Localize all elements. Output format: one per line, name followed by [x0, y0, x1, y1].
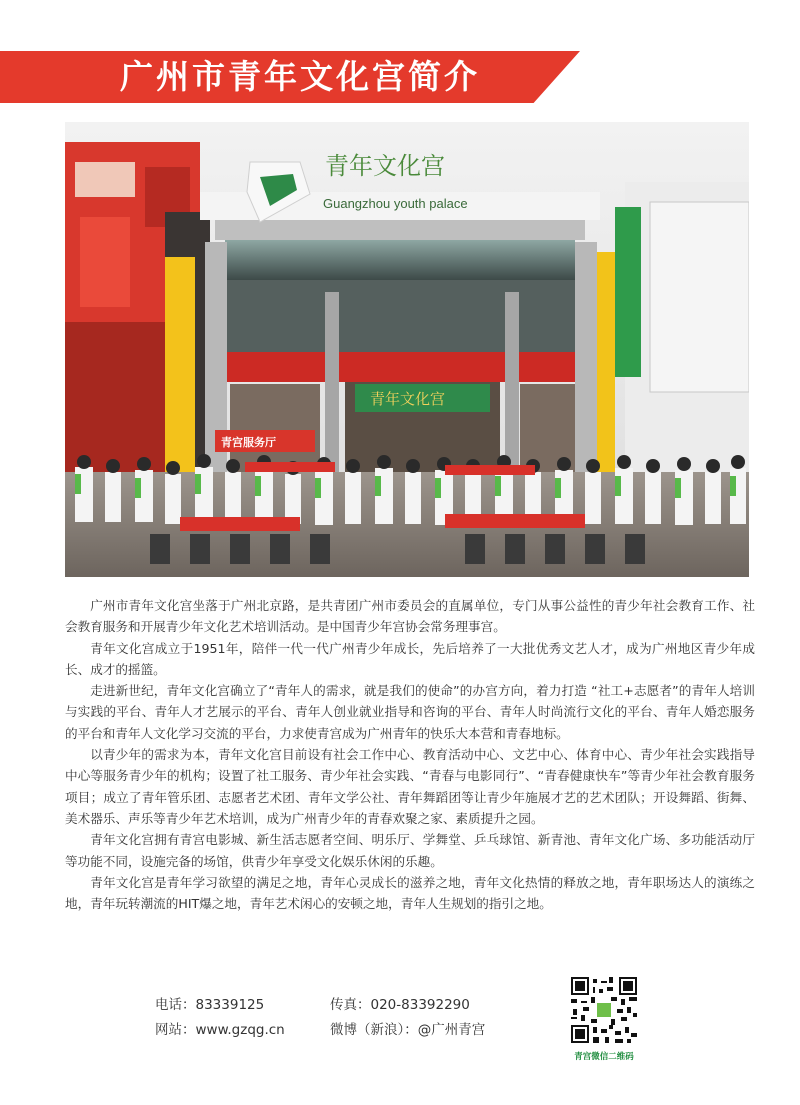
phone-text: 电话：83339125 [155, 997, 265, 1013]
paragraph: 青年文化宫拥有青宫电影城、新生活志愿者空间、明乐厅、学舞堂、乒乓球馆、新青池、青年文化广场、多功能活动厅等功能不同，设施完备的场馆，供青少年享受文化娱乐休闲的乐趣。 [65, 832, 755, 869]
sign-english: Guangzhou youth palace [323, 196, 468, 211]
paragraph: 广州市青年文化宫坐落于广州北京路，是共青团广州市委员会的直属单位，专门从事公益性的青少年社会教育工作、社会教育服务和开展青少年文化艺术培训活动。是中国青少年宫协会常务理事宫。 [65, 598, 755, 635]
page-title: 广州市青年文化宫简介 [120, 57, 480, 96]
qr-code-icon [571, 977, 637, 1043]
paragraph: 走进新世纪，青年文化宫确立了“青年人的需求，就是我们的使命”的办宫方向，着力打造 “社工+志愿者”的青年人培训与实践的平台、青年人才艺展示的平台、青年人创业就业指导和咨询的平台、青年人时尚流行文化的平台、青年人婚恋服务的平台和青年人文化学习交流的平台，力求使青宫成为广州青年的快乐大本营和青春地标。 [65, 683, 755, 741]
intro-article [65, 595, 755, 914]
paragraph: 以青少年的需求为本，青年文化宫目前设有社会工作中心、教育活动中心、文艺中心、体育中心、青少年社会实践指导中心等服务青少年的机构；设置了社工服务、青少年社会实践、“青春与电影同行”、“青春健康快车”等青少年社会教育服务项目；成立了青年管乐团、志愿者艺术团、青年文学公社、青年舞蹈团等让青少年施展才艺的艺术团队；开设舞蹈、街舞、美术器乐、声乐等青少年艺术培训，成为广州青少年的青春欢聚之家、素质提升之园。 [65, 747, 755, 826]
paragraph: 青年文化宫成立于1951年，陪伴一代一代广州青少年成长，先后培养了一大批优秀文艺人才，成为广州地区青少年成长、成才的摇篮。 [65, 640, 755, 677]
inner-sign: 青年文化宫 [370, 390, 446, 408]
sign-chinese: 青年文化宫 [325, 152, 445, 180]
wechat-qr [566, 977, 642, 1062]
service-hall-sign: 青宫服务厅 [221, 436, 276, 449]
building-photo [65, 122, 749, 577]
paragraph: 青年文化宫是青年学习欲望的满足之地，青年心灵成长的滋养之地，青年文化热情的释放之地，青年职场达人的演练之地，青年玩转潮流的HIT爆之地，青年艺术闲心的安顿之地，青年人生规划的指引之地。 [65, 874, 755, 912]
qr-caption: 青宫微信二维码 [574, 1052, 634, 1062]
website-link[interactable]: 网站：www.gzqg.cn [155, 1022, 285, 1038]
weibo-text: 微博（新浪）：@广州青宫 [330, 1022, 486, 1038]
contact-info [155, 993, 555, 1043]
fax-text: 传真：020-83392290 [330, 997, 470, 1013]
